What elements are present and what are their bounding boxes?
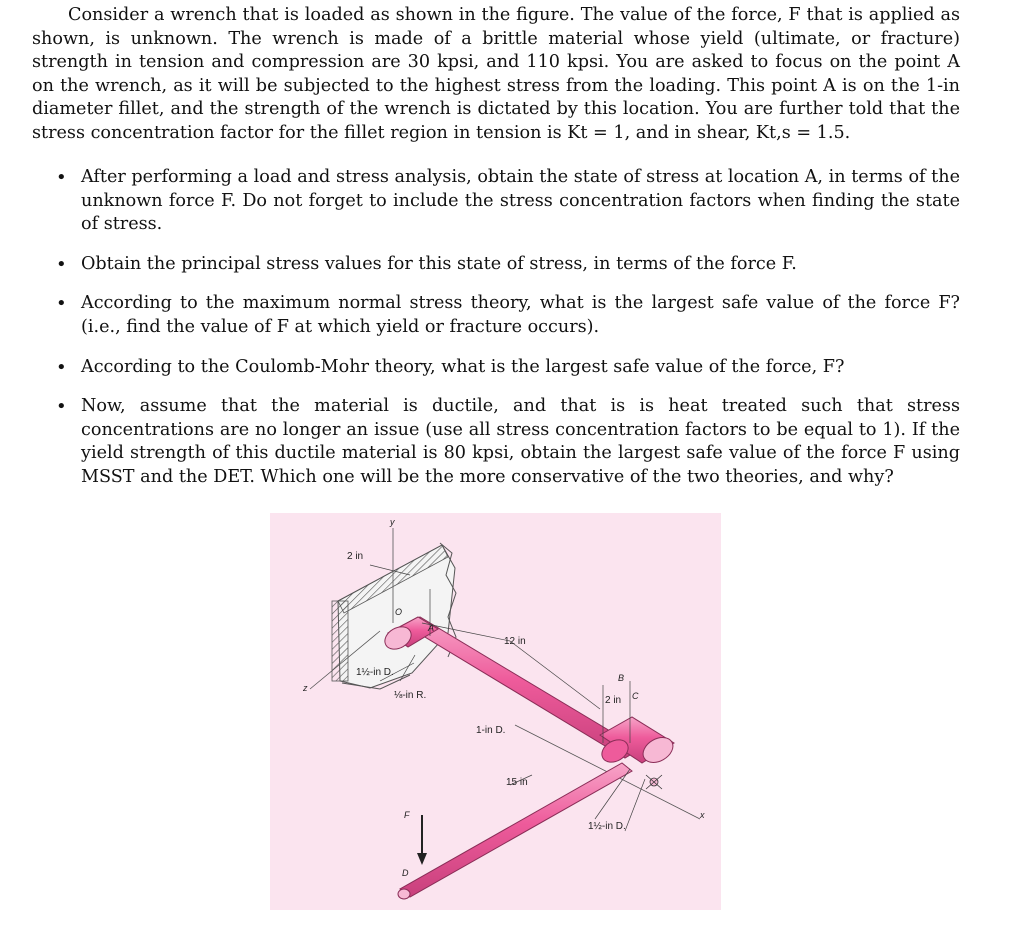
problem-statement [32,4,960,146]
z-axis-label: z [303,683,308,693]
point-a-label: A [428,623,435,633]
force-f-label: F [404,810,410,820]
bullet-icon: • [56,396,67,418]
question-item: • Obtain the principal stress values for this state of stress, in terms of the force F. [56,253,797,275]
question-item: • According to the maximum normal stress theory, what is the largest safe value of the force F? (i.e., find the value of F at which yield or fracture occurs). [56,293,960,337]
question-item: • According to the Coulomb-Mohr theory, what is the largest safe value of the force, F? [56,356,845,378]
wrench-figure [270,513,721,910]
intro-paragraph: Consider a wrench that is loaded as shown in the figure. The value of the force, F that is applied as shown, is unknown. The wrench is made of a brittle material whose yield (ultimate, or fracture) strength in tension and compression are 30 kpsi, and 110 kpsi. You are asked to focus on the point A on the wrench, as it will be subjected to the highest stress from the loading. This point A is on the 1-in diameter fillet, and the strength of the wrench is dictated by this location. You are further told that the stress concentration factor for the fillet region in tension is Kt = 1, and in shear, Kt,s = 1.5. [32,5,960,143]
x-axis-label: x [700,810,705,820]
bullet-icon: • [56,356,67,378]
point-b-label: B [618,673,625,683]
dim-eighth-r-label: ⅛-in R. [394,690,427,701]
question-item: • Now, assume that the material is ductile, and that is is heat treated such that stress concentrations are no longer an issue (use all stress concentration factors to be equal to 1). If the yield strength of this ductile material is 80 kpsi, obtain the largest safe value of the force F using MSST and the DET. Which one will be the more conservative of the two theories, and why? [56,396,960,487]
dim-2in-right-label: 2 in [605,695,622,706]
point-d-label: D [402,868,409,878]
dim-15in-label: 15 in [506,777,528,788]
dim-1half-d-left-label: 1½-in D. [356,667,394,678]
bullet-icon: • [56,253,67,275]
dim-2in-top-label: 2 in [347,551,364,562]
question-item: • After performing a load and stress analysis, obtain the state of stress at location A, in terms of the unknown force F. Do not forget to include the stress concentration factors when finding the state of stress. [56,167,960,235]
y-axis-label: y [390,517,395,527]
dim-12in-label: 12 in [504,636,526,647]
wrench-diagram [270,513,721,910]
dim-1in-d-label: 1-in D. [476,725,506,736]
dim-1half-d-right-label: 1½-in D. [588,821,626,832]
bullet-icon: • [56,167,67,188]
question-list [56,166,960,506]
bullet-icon: • [56,293,67,315]
point-c-label: C [632,691,639,701]
figure-background [270,513,721,910]
origin-label: O [395,607,403,617]
